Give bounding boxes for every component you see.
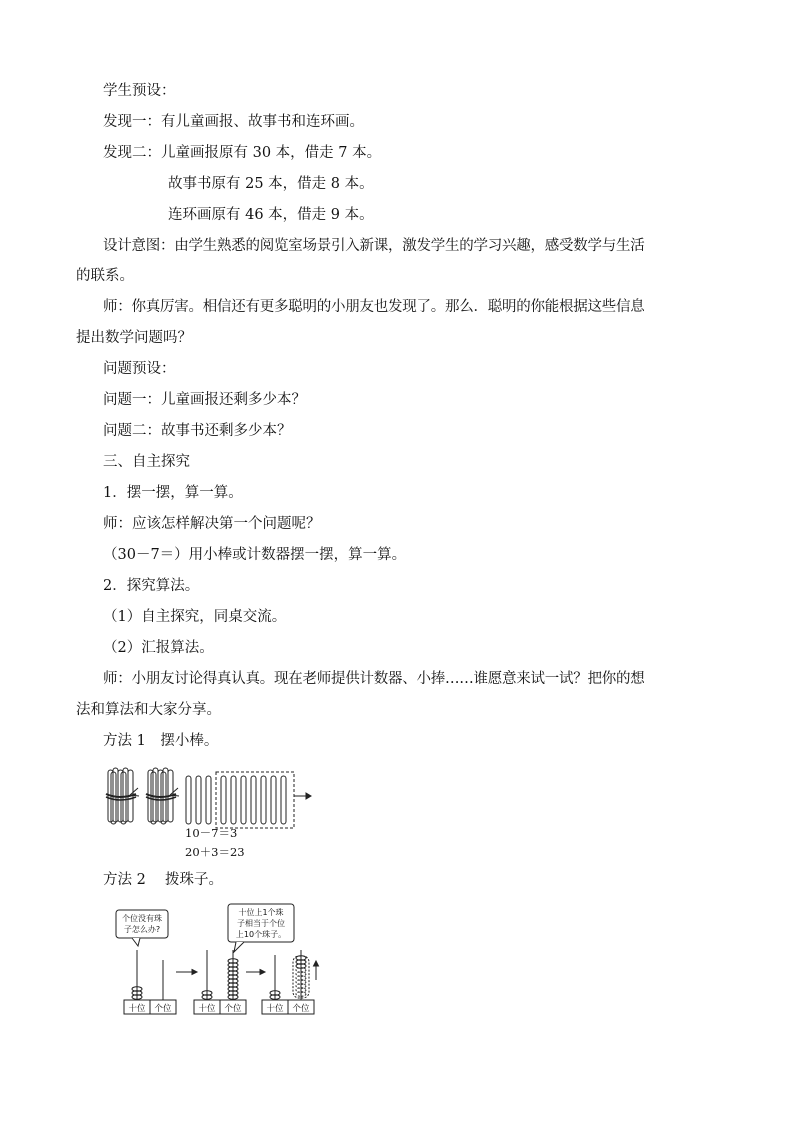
speech-bubble	[116, 910, 168, 946]
text-line: 方法 2 拨珠子。	[103, 872, 223, 888]
stick-bundle-icon	[106, 768, 139, 824]
abacus	[194, 950, 246, 1014]
text-line: 1．摆一摆，算一算。	[103, 485, 243, 501]
speech-bubble	[228, 904, 294, 952]
text-line: 提出数学问题吗？	[76, 330, 192, 346]
loose-sticks	[186, 776, 286, 824]
arrow-right-icon	[294, 793, 311, 799]
sticks-figure	[100, 766, 330, 832]
abacus-figure	[110, 900, 342, 1020]
text-line: 法和算法和大家分享。	[76, 702, 221, 718]
text-line: 故事书原有 25 本，借走 8 本。	[168, 176, 374, 192]
abacus	[262, 950, 319, 1014]
text-line: 师：应该怎样解决第一个问题呢？	[103, 516, 321, 532]
text-line: 师：你真厉害。相信还有更多聪明的小朋友也发现了。那么．聪明的你能根据这些信息	[103, 299, 645, 315]
bubble-text: 上10个珠子。	[235, 930, 287, 939]
text-line: 连环画原有 46 本，借走 9 本。	[168, 207, 374, 223]
bubble-text: 子怎么办?	[123, 925, 161, 934]
place-label-tens: 十位	[266, 1004, 284, 1014]
bubble-text: 个位没有珠	[122, 914, 162, 923]
text-line: 问题一：儿童画报还剩多少本？	[103, 392, 306, 408]
bubble-text: 十位上1个珠	[238, 908, 284, 917]
text-line: （2）汇报算法。	[103, 640, 214, 656]
text-line: （1）自主探究，同桌交流。	[103, 609, 287, 625]
section-heading: 三、自主探究	[103, 454, 190, 470]
place-label-ones: 个位	[224, 1004, 242, 1014]
arrow-up-icon	[314, 961, 319, 980]
text-line: 问题预设：	[103, 361, 176, 377]
equation-1: 10－7＝3	[185, 826, 238, 840]
place-label-ones: 个位	[154, 1004, 172, 1014]
arrow-right-icon	[246, 970, 265, 975]
text-line: 的联系。	[76, 268, 134, 284]
text-line: 问题二：故事书还剩多少本？	[103, 423, 292, 439]
text-line: 学生预设：	[103, 83, 176, 99]
text-line: （30－7＝）用小棒或计数器摆一摆，算一算。	[103, 547, 407, 563]
stick-bundle-icon	[146, 768, 179, 824]
place-label-ones: 个位	[292, 1004, 310, 1014]
text-line: 方法 1 摆小棒。	[103, 733, 219, 749]
equation-2: 20＋3＝23	[185, 845, 245, 859]
text-line: 发现二：儿童画报原有 30 本，借走 7 本。	[103, 145, 382, 161]
text-line: 发现一：有儿童画报、故事书和连环画。	[103, 114, 364, 130]
text-line: 设计意图：由学生熟悉的阅览室场景引入新课，激发学生的学习兴趣，感受数学与生活	[103, 238, 645, 254]
text-line: 2．探究算法。	[103, 578, 200, 594]
text-line: 师：小朋友讨论得真认真。现在老师提供计数器、小捧……谁愿意来试一试？把你的想	[103, 671, 645, 687]
place-label-tens: 十位	[198, 1004, 216, 1014]
bubble-text: 子相当于个位	[237, 919, 285, 928]
abacus	[124, 950, 176, 1014]
place-label-tens: 十位	[128, 1004, 146, 1014]
arrow-right-icon	[176, 970, 197, 975]
